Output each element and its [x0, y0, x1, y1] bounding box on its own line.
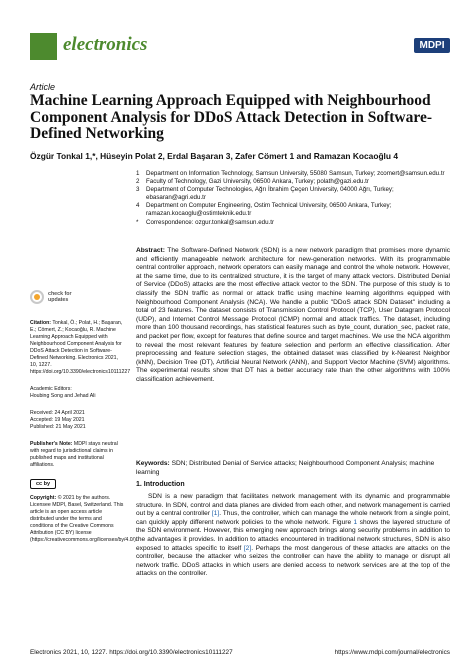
copyright: Copyright: © 2021 by the authors. Licensee MDPI, Basel, Switzerland. This article is an open access article distributed under the terms and conditions of the Creative Commons Attribution (CC BY) license (https://creativecommons.org/licenses/by/4.0/).: [30, 495, 138, 543]
dates: [30, 410, 126, 431]
reference-link[interactable]: [1]: [211, 510, 220, 518]
affiliations: [136, 170, 450, 227]
accepted-date: Accepted: 19 May 2021: [30, 417, 85, 423]
paper-title: Machine Learning Approach Equipped with Neighbourhood Component Analysis for DDoS Attack Detection in Software-Defined Networking: [30, 92, 432, 142]
journal-header: [30, 33, 450, 63]
citation: Citation: Tonkal, Ö.; Polat, H.; Başaran, E.; Cömert, Z.; Kocaoğlu, R. Machine Learning Approach Equipped with Neighbourhood Component Analysis for DDoS Attack Detection in Software-Defined Networking. Electronics 2021, 10, 1227. https://doi.org/10.3390/electronics10111227: [30, 320, 131, 375]
page-footer: [30, 649, 450, 656]
keywords-label: Keywords:: [136, 460, 170, 467]
section-heading: 1. Introduction: [136, 481, 185, 488]
author-list: [30, 151, 450, 161]
affiliation-item: 2 Faculty of Technology, Gazi University, 06500 Ankara, Turkey; polath@gazi.edu.tr: [136, 178, 369, 186]
footer-journal-link[interactable]: https://www.mdpi.com/journal/electronics: [334, 649, 450, 656]
footer-citation[interactable]: Electronics 2021, 10, 1227. https://doi.org/10.3390/electronics10111227: [30, 649, 233, 656]
mdpi-logo: MDPI: [414, 38, 450, 53]
check-for-updates-icon: [30, 290, 44, 304]
sidebar: [30, 290, 138, 554]
abstract: [136, 247, 450, 385]
figure-link[interactable]: 1: [353, 518, 358, 526]
affiliation-item: 1 Department on Information Technology, Samsun University, 55080 Samsun, Turkey; zcomert@samsun.edu.tr: [136, 170, 445, 177]
cc-license-badge[interactable]: [30, 479, 56, 489]
affiliation-item: 4 Department on Computer Engineering, Ostim Technical University, 06500 Ankara, Turkey; ramazan.kocaoglu@ostimteknik.edu.tr: [136, 202, 392, 218]
journal-logo-icon: [30, 33, 57, 60]
received-date: Received: 24 April 2021: [30, 410, 85, 416]
abstract-label: Abstract:: [136, 247, 165, 254]
affiliation-item: 3 Department of Computer Technologies, Ağrı İbrahim Çeçen University, 04000 Ağrı, Turkey; ebasaran@agri.edu.tr: [136, 186, 394, 202]
abstract-text: The Software-Defined Network (SDN) is a new network paradigm that promises more dynamic and efficiently manageable network architecture for new-generation networks. With its programmable central controller approach, network operators can easily manage and control the whole network. However, at the same time, due to its centralized structure, it is the target of many attack vectors. Distributed Denial of Service (DDoS) attacks are the most effective attack vector to the SDN. The purpose of this study is to classify the SDN traffic as normal or attack traffic using machine learning algorithms equipped with Neighbourhood Component Analysis (NCA). We handle a public "DDoS attack SDN Dataset" including a total of 23 features. The dataset consists of Transmission Control Protocol (TCP), User Datagram Protocol (UDP), and Internet Control Message Protocol (ICMP) normal and attack traffics. The dataset, including more than 100 thousand recordings, has statistical features such as byte_count, duration_sec, packet rate, and packet per flow, except for features that define source and target machines. We use the NCA algorithm to reveal the most relevant features by feature selection and perform an effective classification. After preprocessing and feature selection stages, the obtained dataset was classified by k-Nearest Neighbor (kNN), Decision Tree (DT), Artificial Neural Network (ANN), and Support Vector Machine (SVM) algorithms. The experimental results show that DT has a better accuracy rate than the other algorithms with 100% classification achievement.: [136, 247, 450, 383]
keywords-text: SDN; Distributed Denial of Service attacks; Neighbourhood Component Analysis; machine learning: [136, 460, 435, 476]
academic-editors: Academic Editors: Houbing Song and Jehad Ali: [30, 386, 96, 399]
check-for-updates-button[interactable]: [30, 290, 126, 304]
reference-link[interactable]: [2]: [243, 544, 252, 552]
journal-name: electronics: [63, 34, 148, 55]
correspondence: * Correspondence: ozgur.tonkal@samsun.edu.tr: [136, 218, 275, 226]
keywords: [136, 460, 450, 477]
cc-by-icon: cc by: [30, 479, 56, 489]
authors-text: Özgür Tonkal 1,*, Hüseyin Polat 2, Erdal Başaran 3, Zafer Cömert 1 and Ramazan Kocaoğlu 4: [30, 151, 398, 161]
check-for-updates-label: check for updates: [48, 291, 72, 303]
article-type: Article: [30, 82, 56, 92]
introduction-paragraph: SDN is a new paradigm that facilitates network management with its dynamic and programmable structure. In SDN, control and data planes are divided from each other, and network management is carried out by a central controller [1]. Thus, the controller, which can manage the whole network from a single point, can quickly apply different network policies to the whole network. Figure 1 shows the layered structure of the SDN environment. However, this emerging new approach brings along security problems in addition to the advantages it provides. In addition to attacks encountered in traditional network structures, SDN is also exposed to attacks specific to itself [2]. Perhaps the most dangerous of these attacks are attacks on the controller, because the attacker who seizes the controller can have the ability to manage or disrupt all network traffic. DDoS attacks in which users are denied access to network services are at the top of the attacks on the controller.: [136, 493, 451, 578]
publisher-note: Publisher's Note: MDPI stays neutral with regard to jurisdictional claims in published maps and institutional affiliations.: [30, 441, 118, 468]
published-date: Published: 21 May 2021: [30, 424, 86, 430]
